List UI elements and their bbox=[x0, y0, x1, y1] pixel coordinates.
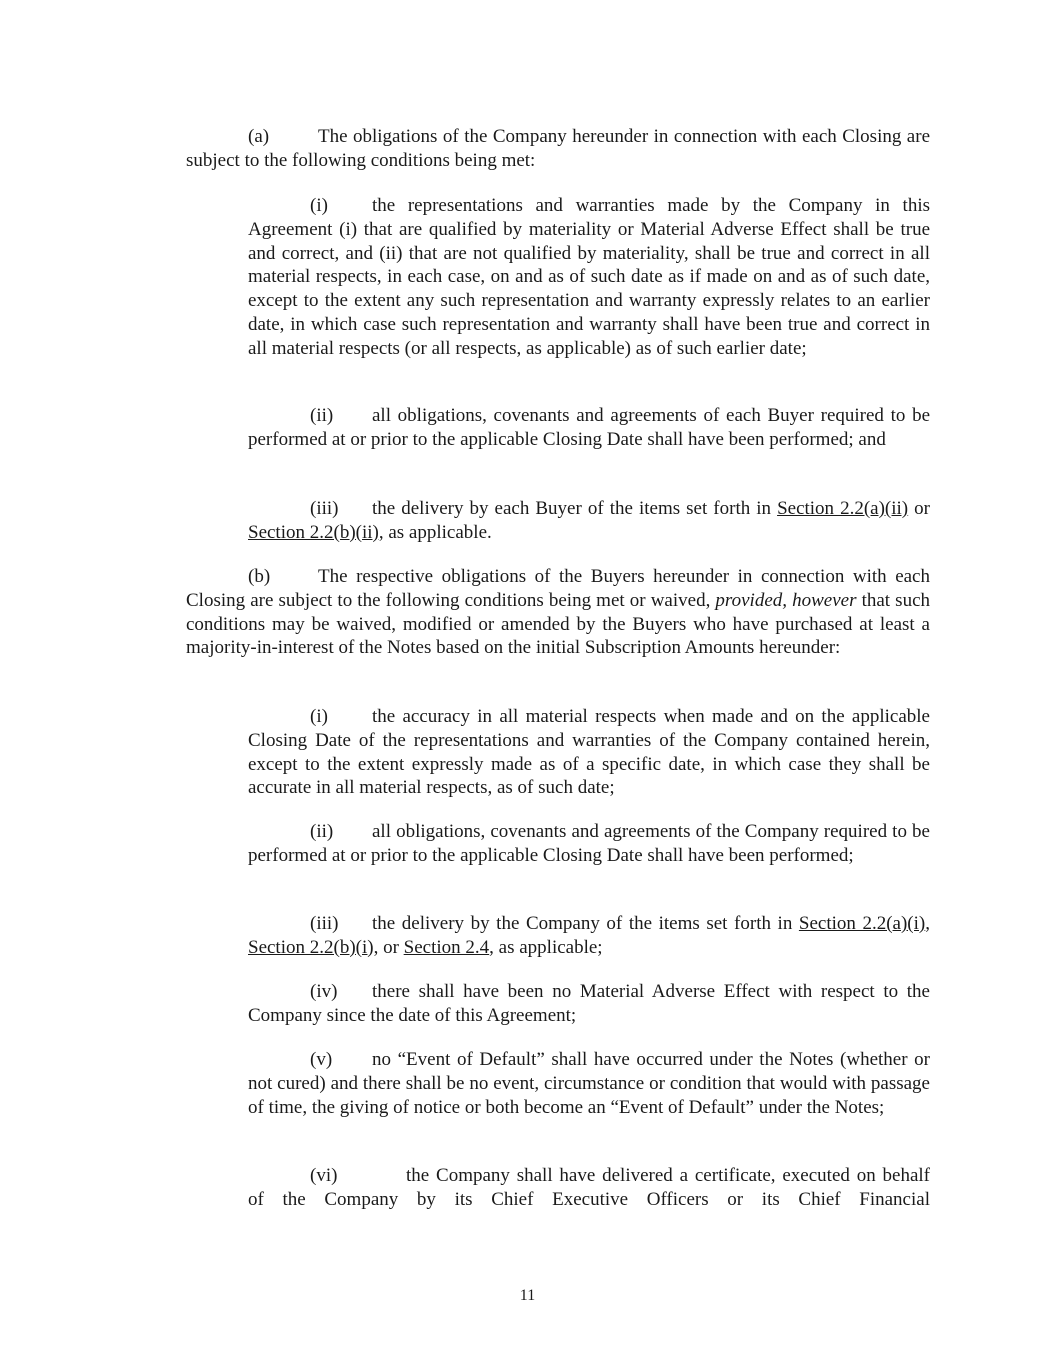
section-ref-link: Section 2.2(b)(i), bbox=[248, 936, 379, 958]
section-b-italic: provided, however bbox=[715, 589, 857, 611]
section-a-item-iii-tail: , as applicable. bbox=[378, 521, 492, 543]
section-b-paragraph bbox=[186, 565, 930, 660]
section-b-item-iv bbox=[248, 980, 930, 1028]
section-b-item-ii bbox=[248, 820, 930, 868]
section-b-item-vi-label: (vi) bbox=[310, 1165, 338, 1186]
section-b-item-ii-label: (ii) bbox=[310, 821, 334, 842]
section-a-label: (a) bbox=[248, 126, 270, 147]
section-b-text-after: that such conditions may be waived, modified or amended by the Buyers who have purchased at least a majority-in-interest of the Notes based on the initial Subscription Amounts hereunder: bbox=[186, 589, 931, 659]
section-b-item-v bbox=[248, 1048, 930, 1119]
section-a-item-ii-text: all obligations, covenants and agreements of each Buyer required to be performed at or prior to the applicable Closing Date shall have been performed; and bbox=[248, 405, 930, 450]
page-number: 11 bbox=[519, 1287, 536, 1304]
section-ref-link: Section 2.2(a)(ii) bbox=[777, 498, 909, 519]
section-b-item-iii-separator: , bbox=[925, 913, 930, 934]
section-a-item-ii-label: (ii) bbox=[310, 405, 334, 426]
section-b-item-iv-text: there shall have been no Material Adverse Effect with respect to the Company since the date of this Agreement; bbox=[248, 981, 930, 1026]
section-a-item-iii-connector: or bbox=[908, 498, 930, 519]
section-a-paragraph bbox=[186, 125, 930, 173]
section-a-item-i-label: (i) bbox=[310, 195, 328, 216]
section-a-item-i-text: the representations and warranties made by the Company in this Agreement (i) that are qualified by materiality or Material Adverse Effect shall be true and correct, and (ii) that are not qualified by materiality, shall be true and correct in all material respects, in each case, on and as of such date as if made on and as of such date, except to the extent any such representation and warranty expressly relates to an earlier date, in which case such representation and warranty shall have been true and correct in all material respects (or all respects, as applicable) as of such earlier date; bbox=[248, 195, 930, 359]
section-b-item-i bbox=[248, 705, 930, 800]
section-b-item-vi bbox=[248, 1164, 930, 1212]
section-b-item-iii-connector: or bbox=[378, 936, 404, 958]
section-b-item-iii-text: the delivery by the Company of the items set forth in bbox=[372, 913, 799, 934]
section-b-item-v-text: no “Event of Default” shall have occurred under the Notes (whether or not cured) and there shall be no event, circumstance or condition that would with passage of time, the giving of notice or both become an “Event of Default” under the Notes; bbox=[248, 1049, 930, 1118]
section-a-item-ii bbox=[248, 404, 930, 452]
section-b-item-iv-label: (iv) bbox=[310, 981, 338, 1002]
section-b-item-i-label: (i) bbox=[310, 706, 328, 727]
section-b-item-iii-label: (iii) bbox=[310, 913, 339, 934]
section-a-item-i bbox=[248, 194, 930, 361]
section-b-item-v-label: (v) bbox=[310, 1049, 333, 1070]
section-b-item-i-text: the accuracy in all material respects when made and on the applicable Closing Date of the representations and warranties of the Company contained herein, except to the extent expressly made as of a specific date, in which case they shall be accurate in all material respects, as of such date; bbox=[248, 706, 930, 799]
section-a-text: The obligations of the Company hereunder in connection with each Closing are subject to the following conditions being met: bbox=[186, 126, 930, 171]
section-ref-link: Section 2.2(b)(ii) bbox=[248, 521, 379, 543]
section-ref-link: Section 2.4 bbox=[403, 936, 490, 958]
section-ref-link: Section 2.2(a)(i) bbox=[798, 913, 926, 934]
section-a-item-iii bbox=[248, 497, 930, 545]
section-a-item-iii-label: (iii) bbox=[310, 498, 339, 519]
section-b-item-ii-text: all obligations, covenants and agreements of the Company required to be performed at or prior to the applicable Closing Date shall have been performed; bbox=[248, 821, 930, 866]
section-b-text: The respective obligations of the Buyers hereunder in connection with each Closing are subject to the following conditions being met or waived, bbox=[186, 566, 930, 611]
section-b-item-vi-text: the Company shall have delivered a certificate, executed on behalf of the Company by its Chief Executive Officers or its Chief Financial bbox=[248, 1165, 930, 1210]
section-b-item-iii bbox=[248, 912, 930, 960]
section-a-item-iii-text: the delivery by each Buyer of the items set forth in bbox=[372, 498, 778, 519]
section-b-item-iii-tail: , as applicable; bbox=[489, 936, 603, 958]
section-b-label: (b) bbox=[248, 566, 271, 587]
